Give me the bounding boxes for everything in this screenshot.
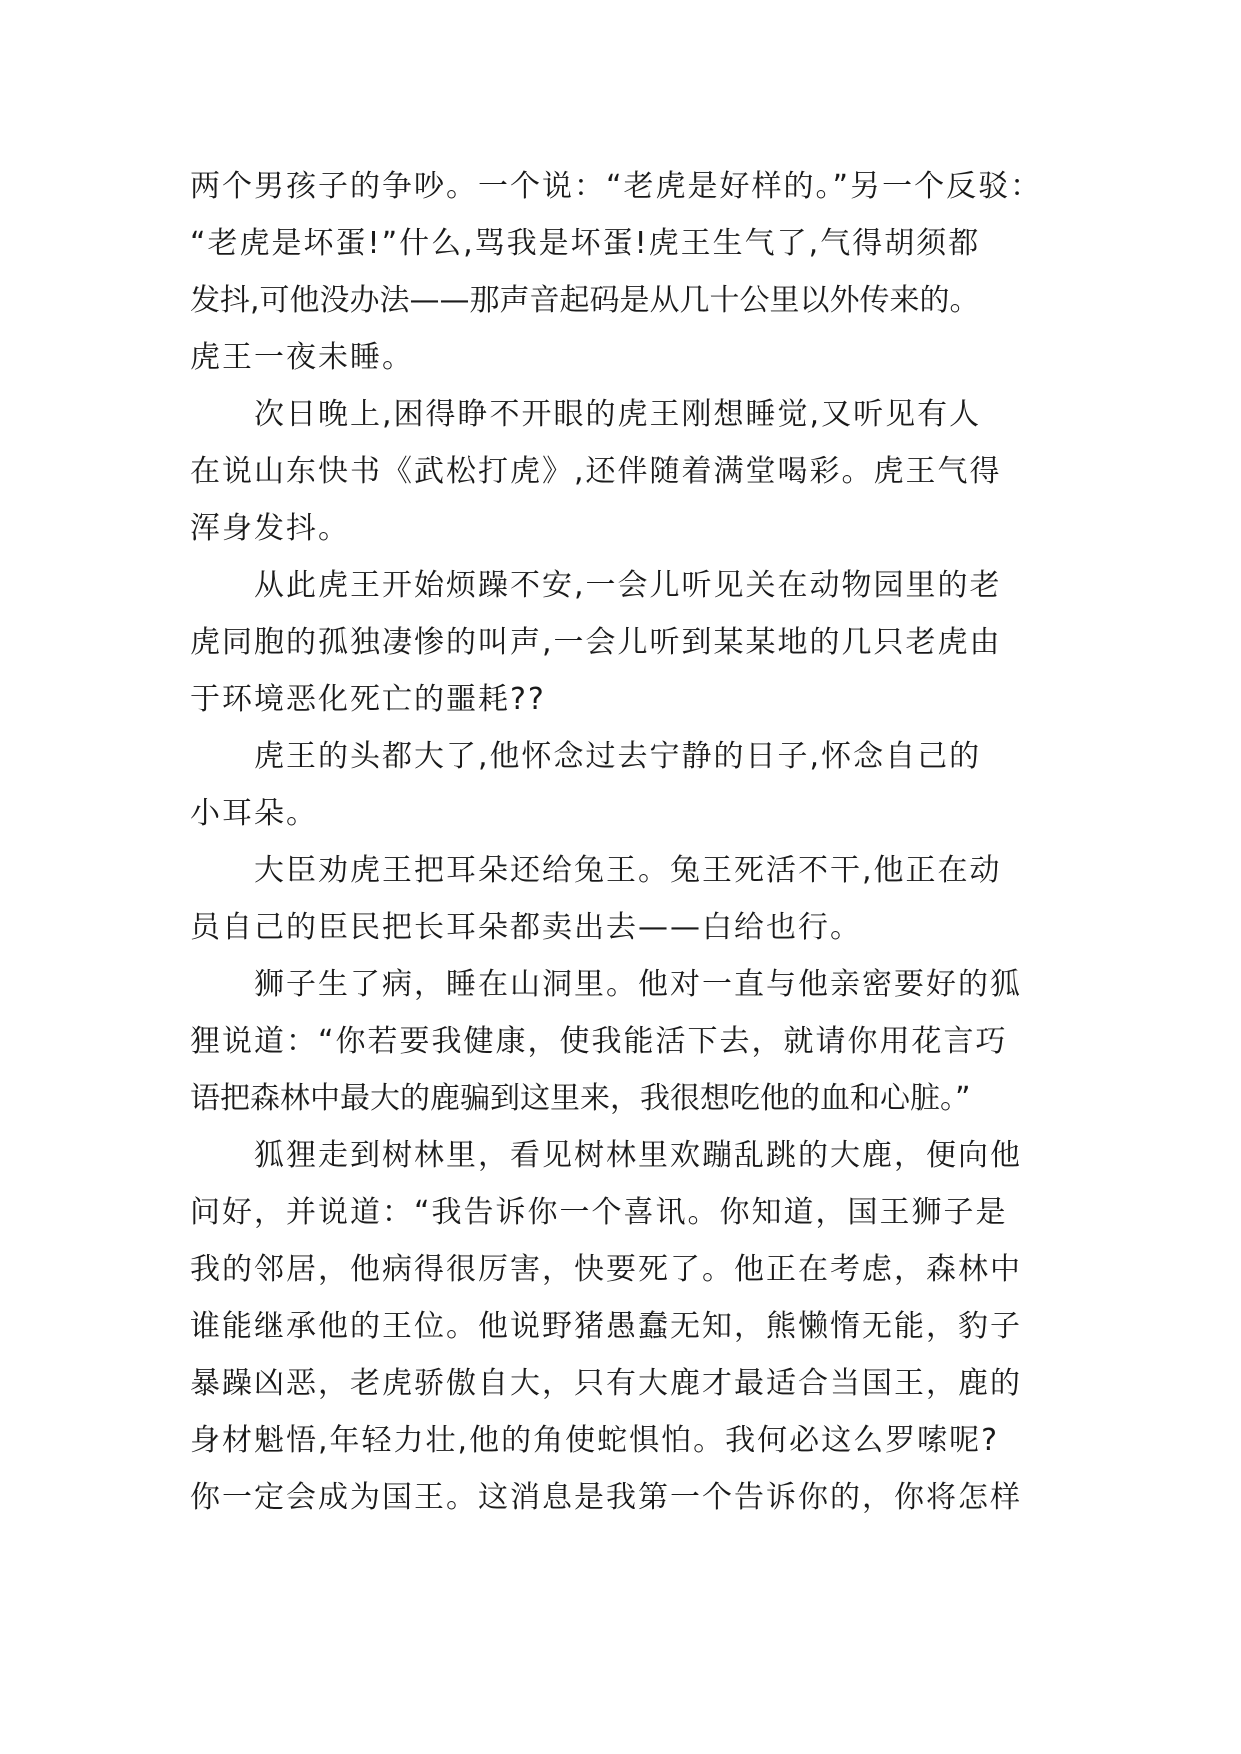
body-text: [190, 158, 1050, 1526]
text-line: “老虎是坏蛋!”什么,骂我是坏蛋!虎王生气了,气得胡须都: [190, 226, 981, 261]
text-line: 身材魁悟,年轻力壮,他的角使蛇惧怕。我何必这么罗嗦呢?: [190, 1423, 999, 1458]
paragraph-start-line: 大臣劝虎王把耳朵还给兔王。兔王死活不干,他正在动: [254, 853, 1002, 888]
paragraph-start-line: 从此虎王开始烦躁不安,一会儿听见关在动物园里的老: [254, 568, 1002, 603]
text-line: 谁能继承他的王位。他说野猪愚蠢无知，熊懒惰无能，豹子: [190, 1309, 1022, 1344]
text-line: 发抖,可他没办法——那声音起码是从几十公里以外传来的。: [190, 283, 980, 318]
text-line: 在说山东快书《武松打虎》,还伴随着满堂喝彩。虎王气得: [190, 454, 1002, 489]
text-line: 问好，并说道：“我告诉你一个喜讯。你知道，国王狮子是: [190, 1195, 1008, 1230]
text-line: 虎同胞的孤独凄惨的叫声,一会儿听到某某地的几只老虎由: [190, 625, 1002, 660]
text-line: 我的邻居，他病得很厉害，快要死了。他正在考虑，森林中: [190, 1252, 1022, 1287]
text-line: 两个男孩子的争吵。一个说：“老虎是好样的。”另一个反驳：: [190, 169, 1043, 204]
text-line: 员自己的臣民把长耳朵都卖出去——白给也行。: [190, 910, 862, 945]
text-line: 你一定会成为国王。这消息是我第一个告诉你的，你将怎样: [190, 1480, 1022, 1515]
paragraph-start-line: 狐狸走到树林里，看见树林里欢蹦乱跳的大鹿，便向他: [254, 1138, 1022, 1173]
text-line: 暴躁凶恶，老虎骄傲自大，只有大鹿才最适合当国王，鹿的: [190, 1366, 1022, 1401]
text-line: 虎王一夜未睡。: [190, 340, 414, 375]
text-line: 语把森林中最大的鹿骗到这里来，我很想吃他的血和心脏。”: [190, 1081, 971, 1116]
paragraph-start-line: 虎王的头都大了,他怀念过去宁静的日子,怀念自己的: [254, 739, 982, 774]
paragraph-start-line: 狮子生了病，睡在山洞里。他对一直与他亲密要好的狐: [254, 967, 1022, 1002]
paragraph-start-line: 次日晚上,困得睁不开眼的虎王刚想睡觉,又听见有人: [254, 397, 982, 432]
text-line: 小耳朵。: [190, 796, 318, 831]
text-line: 浑身发抖。: [190, 511, 350, 546]
text-line: 狸说道：“你若要我健康，使我能活下去，就请你用花言巧: [190, 1024, 1008, 1059]
text-line: 于环境恶化死亡的噩耗??: [190, 682, 546, 717]
